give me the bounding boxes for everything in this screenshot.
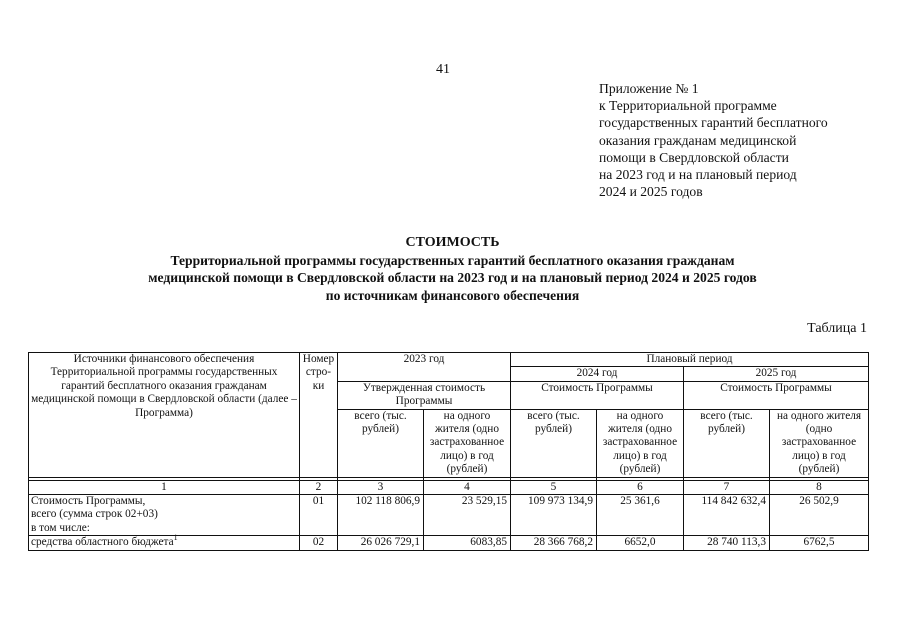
header-row <box>29 353 869 367</box>
row-label <box>29 533 300 550</box>
appendix-line: на 2023 год и на плановый период <box>599 167 797 183</box>
header-per-person-2023: на одного жителя (одно застрахованное лицо) в год (рублей) <box>424 409 511 477</box>
header-program-cost-2024: Стоимость Программы <box>511 381 684 409</box>
per-person-2025: 26 502,9 <box>770 495 869 536</box>
column-number: 7 <box>684 480 770 494</box>
column-number: 1 <box>29 480 300 494</box>
table-row <box>29 495 869 536</box>
header-per-person-2024: на одного жителя (одно застрахованное лицо) в год (рублей) <box>597 409 684 477</box>
table-caption: Таблица 1 <box>807 321 867 336</box>
total-2025: 114 842 632,4 <box>684 495 770 536</box>
appendix-line: помощи в Свердловской области <box>599 149 789 165</box>
header-total-2023: всего (тыс. рублей) <box>338 409 424 477</box>
column-number: 3 <box>338 480 424 494</box>
total-2024: 28 366 768,2 <box>511 536 597 550</box>
row-label-line: всего (сумма строк 02+03) <box>31 508 158 521</box>
header-source: Источники финансового обеспечения Территориальной программы государственных гарантий бесплатного оказания гражданам медицинской помощи в Свердловской области (далее – Программа) <box>29 353 300 478</box>
header-year-2024: 2024 год <box>511 367 684 381</box>
row-label <box>29 495 300 536</box>
total-2025: 28 740 113,3 <box>684 536 770 550</box>
column-number: 5 <box>511 480 597 494</box>
header-planned-period: Плановый период <box>511 353 869 367</box>
per-person-2024: 6652,0 <box>597 536 684 550</box>
cost-table <box>28 352 869 551</box>
total-2023: 102 118 806,9 <box>338 495 424 536</box>
row-label-text: средства областного бюджета <box>31 536 174 549</box>
header-program-cost-2025: Стоимость Программы <box>684 381 869 409</box>
title-heading: СТОИМОСТЬ <box>405 235 500 250</box>
header-approved-cost: Утвержденная стоимость Программы <box>338 381 511 409</box>
per-person-2024: 25 361,6 <box>597 495 684 536</box>
footnote-mark: 1 <box>173 533 178 543</box>
appendix-line: оказания гражданам медицинской <box>599 132 797 148</box>
header-year-2023: 2023 год <box>338 353 511 382</box>
title-line: медицинской помощи в Свердловской области на 2023 год и на плановый период 2024 и 2025 годов <box>148 270 757 285</box>
column-number: 4 <box>424 480 511 494</box>
header-year-2025: 2025 год <box>684 367 869 381</box>
row-number: 02 <box>300 536 338 550</box>
column-number: 8 <box>770 480 869 494</box>
per-person-2025: 6762,5 <box>770 536 869 550</box>
header-row-number: Номер стро-ки <box>300 353 338 478</box>
header-per-person-2025: на одного жителя (одно застрахованное лицо) в год (рублей) <box>770 409 869 477</box>
row-label-line: в том числе: <box>31 521 90 534</box>
title-line: по источникам финансового обеспечения <box>325 287 580 303</box>
row-label-line: Стоимость Программы, <box>31 495 146 508</box>
column-number: 2 <box>300 480 338 494</box>
row-number: 01 <box>300 495 338 536</box>
page-number: 41 <box>436 62 450 77</box>
appendix-line: 2024 и 2025 годов <box>599 184 703 200</box>
per-person-2023: 6083,85 <box>424 536 511 550</box>
appendix-line: государственных гарантий бесплатного <box>599 115 828 131</box>
total-2023: 26 026 729,1 <box>338 536 424 550</box>
per-person-2023: 23 529,15 <box>424 495 511 536</box>
appendix-line: к Территориальной программе <box>599 98 777 114</box>
title-line: Территориальной программы государственных гарантий бесплатного оказания гражданам <box>170 252 735 268</box>
appendix-note <box>599 80 828 200</box>
column-number-row <box>29 480 869 494</box>
total-2024: 109 973 134,9 <box>511 495 597 536</box>
header-total-2024: всего (тыс. рублей) <box>511 409 597 477</box>
appendix-line: Приложение № 1 <box>599 81 699 96</box>
table-row <box>29 536 869 550</box>
header-total-2025: всего (тыс. рублей) <box>684 409 770 477</box>
column-number: 6 <box>597 480 684 494</box>
document-title <box>0 234 905 304</box>
